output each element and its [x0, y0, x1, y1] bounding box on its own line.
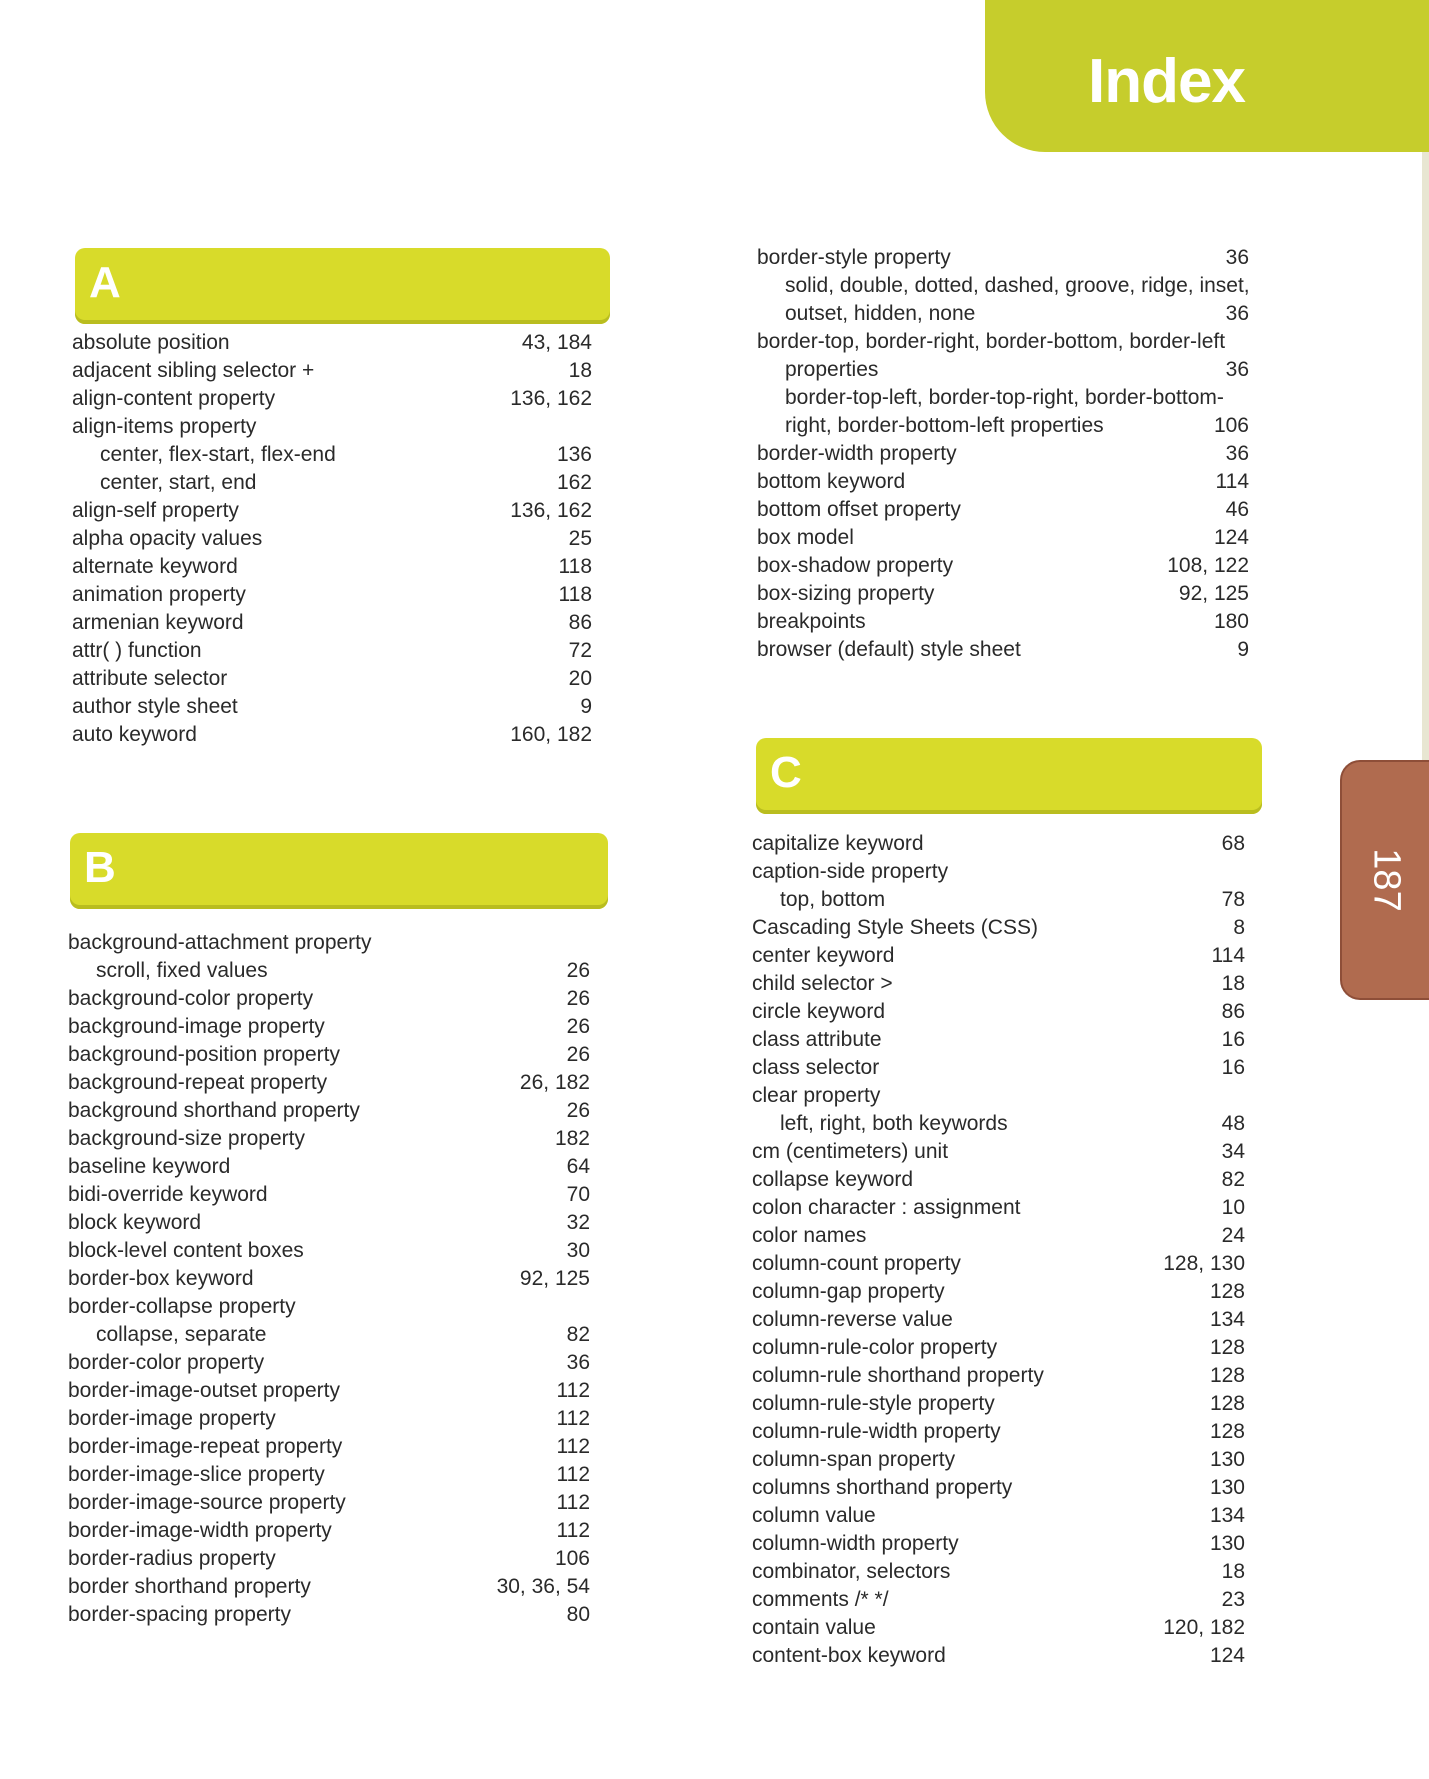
index-list-a: [72, 329, 592, 749]
index-entry: [752, 998, 1245, 1026]
index-entry: [68, 1097, 590, 1125]
index-entry: [68, 1461, 590, 1489]
index-term: column-rule shorthand property: [752, 1364, 1044, 1387]
index-entry: [68, 1069, 590, 1097]
index-term: box model: [757, 526, 854, 549]
index-pages: 16: [1221, 1028, 1245, 1051]
index-term: border-image-outset property: [68, 1379, 340, 1402]
index-pages: 114: [1215, 470, 1249, 493]
index-term: class attribute: [752, 1028, 882, 1051]
index-term: columns shorthand property: [752, 1476, 1013, 1499]
index-entry: [752, 1446, 1245, 1474]
index-pages: 124: [1209, 1644, 1245, 1667]
index-pages: 46: [1225, 498, 1249, 521]
index-entry: [68, 1377, 590, 1405]
index-entry: [72, 357, 592, 385]
index-entry: [752, 1138, 1245, 1166]
index-pages: 70: [566, 1183, 590, 1206]
index-pages: 134: [1209, 1504, 1245, 1527]
index-pages: 23: [1221, 1588, 1245, 1611]
index-pages: 128, 130: [1163, 1252, 1245, 1275]
index-term: column-rule-width property: [752, 1420, 1001, 1443]
index-term: center, flex-start, flex-end: [100, 443, 336, 466]
index-pages: 82: [566, 1323, 590, 1346]
index-term: column-count property: [752, 1252, 961, 1275]
index-pages: 128: [1209, 1364, 1245, 1387]
index-entry: [68, 1321, 590, 1349]
index-term: border-radius property: [68, 1547, 276, 1570]
index-entry: [752, 1418, 1245, 1446]
index-term: Cascading Style Sheets (CSS): [752, 916, 1038, 939]
index-term: class selector: [752, 1056, 880, 1079]
index-pages: 136, 162: [510, 499, 592, 522]
index-term: attr( ) function: [72, 639, 202, 662]
index-term: border-image-repeat property: [68, 1435, 343, 1458]
index-entry: [72, 413, 592, 441]
index-entry: [757, 580, 1249, 608]
index-term: background shorthand property: [68, 1099, 360, 1122]
index-entry: [68, 1013, 590, 1041]
index-term: scroll, fixed values: [96, 959, 268, 982]
index-pages: 136, 162: [510, 387, 592, 410]
index-entry: [72, 469, 592, 497]
index-entry: [68, 1237, 590, 1265]
index-term: browser (default) style sheet: [757, 638, 1021, 661]
index-pages: 64: [566, 1155, 590, 1178]
index-term: center, start, end: [100, 471, 257, 494]
page-number-tab: [1340, 760, 1429, 1000]
index-term: animation property: [72, 583, 246, 606]
index-term: border-box keyword: [68, 1267, 254, 1290]
index-pages: 36: [1225, 302, 1249, 325]
index-pages: 112: [556, 1491, 590, 1514]
index-pages: 9: [1237, 638, 1249, 661]
index-entry: [757, 552, 1249, 580]
index-term: clear property: [752, 1084, 881, 1107]
index-entry: [68, 1405, 590, 1433]
index-term: armenian keyword: [72, 611, 244, 634]
index-pages: 106: [1213, 414, 1249, 437]
index-term: color names: [752, 1224, 867, 1247]
index-term: border-width property: [757, 442, 957, 465]
index-entry: [752, 970, 1245, 998]
index-term: align-items property: [72, 415, 257, 438]
index-term: block-level content boxes: [68, 1239, 304, 1262]
index-entry: [72, 329, 592, 357]
index-entry: [752, 1250, 1245, 1278]
index-pages: 18: [568, 359, 592, 382]
index-term: caption-side property: [752, 860, 949, 883]
index-term: solid, double, dotted, dashed, groove, ridge, inset,: [785, 274, 1250, 297]
index-term: auto keyword: [72, 723, 197, 746]
index-term: column-reverse value: [752, 1308, 953, 1331]
index-pages: 130: [1209, 1476, 1245, 1499]
index-term: column value: [752, 1504, 876, 1527]
index-entry: [752, 1306, 1245, 1334]
index-term: bidi-override keyword: [68, 1183, 268, 1206]
index-entry: [72, 693, 592, 721]
index-entry: [752, 886, 1245, 914]
index-entry: [72, 609, 592, 637]
index-term: child selector >: [752, 972, 893, 995]
index-term: outset, hidden, none: [785, 302, 976, 325]
index-entry: [752, 1642, 1245, 1670]
index-pages: 92, 125: [1178, 582, 1249, 605]
index-entry: [68, 929, 590, 957]
index-term: adjacent sibling selector +: [72, 359, 315, 382]
index-term: box-shadow property: [757, 554, 954, 577]
index-term: background-position property: [68, 1043, 340, 1066]
page-edge: [1422, 152, 1429, 760]
index-entry: [752, 1054, 1245, 1082]
index-pages: 118: [558, 555, 592, 578]
index-entry: [757, 300, 1249, 328]
index-pages: 136: [556, 443, 592, 466]
index-entry: [752, 1222, 1245, 1250]
index-pages: 86: [568, 611, 592, 634]
index-pages: 78: [1221, 888, 1245, 911]
index-list-c: [752, 830, 1245, 1670]
index-entry: [752, 1194, 1245, 1222]
index-entry: [752, 1026, 1245, 1054]
index-pages: 82: [1221, 1168, 1245, 1191]
index-term: border-top-left, border-top-right, border-bottom-: [785, 386, 1224, 409]
index-entry: [757, 636, 1249, 664]
index-entry: [752, 1614, 1245, 1642]
index-entry: [752, 1586, 1245, 1614]
index-term: bottom offset property: [757, 498, 961, 521]
index-pages: 108, 122: [1167, 554, 1249, 577]
index-entry: [752, 1082, 1245, 1110]
index-pages: 130: [1209, 1448, 1245, 1471]
index-term: border-image property: [68, 1407, 276, 1430]
index-pages: 16: [1221, 1056, 1245, 1079]
index-term: capitalize keyword: [752, 832, 924, 855]
index-term: contain value: [752, 1616, 876, 1639]
index-pages: 106: [554, 1547, 590, 1570]
index-term: background-size property: [68, 1127, 305, 1150]
index-entry: [757, 496, 1249, 524]
index-term: border-style property: [757, 246, 951, 269]
index-pages: 26: [566, 1099, 590, 1122]
index-pages: 26: [566, 1015, 590, 1038]
index-pages: 112: [556, 1435, 590, 1458]
index-pages: 128: [1209, 1280, 1245, 1303]
index-entry: [752, 1278, 1245, 1306]
index-pages: 36: [566, 1351, 590, 1374]
index-term: author style sheet: [72, 695, 238, 718]
index-term: box-sizing property: [757, 582, 935, 605]
index-entry: [752, 1110, 1245, 1138]
index-pages: 124: [1213, 526, 1249, 549]
index-pages: 18: [1221, 1560, 1245, 1583]
index-term: align-self property: [72, 499, 239, 522]
index-pages: 112: [556, 1463, 590, 1486]
index-pages: 30, 36, 54: [496, 1575, 590, 1598]
index-pages: 26, 182: [519, 1071, 590, 1094]
index-entry: [68, 1433, 590, 1461]
index-entry: [752, 1166, 1245, 1194]
index-entry: [68, 985, 590, 1013]
index-term: bottom keyword: [757, 470, 906, 493]
index-entry: [752, 830, 1245, 858]
index-term: content-box keyword: [752, 1644, 946, 1667]
index-term: top, bottom: [780, 888, 886, 911]
index-pages: 48: [1221, 1112, 1245, 1135]
index-pages: 128: [1209, 1420, 1245, 1443]
index-pages: 32: [566, 1211, 590, 1234]
index-term: background-repeat property: [68, 1071, 328, 1094]
index-term: center keyword: [752, 944, 895, 967]
index-pages: 20: [568, 667, 592, 690]
index-entry: [68, 1601, 590, 1629]
index-entry: [752, 1502, 1245, 1530]
index-pages: 30: [566, 1239, 590, 1262]
index-entry: [757, 468, 1249, 496]
index-entry: [757, 356, 1249, 384]
index-entry: [752, 1334, 1245, 1362]
index-term: border shorthand property: [68, 1575, 311, 1598]
index-term: column-rule-style property: [752, 1392, 995, 1415]
index-entry: [68, 1181, 590, 1209]
index-term: column-width property: [752, 1532, 959, 1555]
index-entry: [752, 914, 1245, 942]
index-term: column-gap property: [752, 1280, 945, 1303]
index-pages: 112: [556, 1379, 590, 1402]
index-term: background-image property: [68, 1015, 325, 1038]
index-term: breakpoints: [757, 610, 866, 633]
index-term: background-attachment property: [68, 931, 372, 954]
index-pages: 36: [1225, 246, 1249, 269]
index-pages: 128: [1209, 1392, 1245, 1415]
index-entry: [68, 1489, 590, 1517]
index-term: properties: [785, 358, 879, 381]
index-term: baseline keyword: [68, 1155, 231, 1178]
index-pages: 128: [1209, 1336, 1245, 1359]
index-entry: [757, 328, 1249, 356]
index-pages: 43, 184: [521, 331, 592, 354]
index-term: right, border-bottom-left properties: [785, 414, 1104, 437]
section-header-c: [756, 738, 1262, 814]
index-pages: 92, 125: [519, 1267, 590, 1290]
index-pages: 25: [568, 527, 592, 550]
index-pages: 134: [1209, 1308, 1245, 1331]
index-pages: 26: [566, 1043, 590, 1066]
index-term: border-spacing property: [68, 1603, 291, 1626]
index-entry: [68, 1349, 590, 1377]
index-entry: [757, 412, 1249, 440]
index-pages: 182: [554, 1127, 590, 1150]
index-entry: [68, 1153, 590, 1181]
index-entry: [72, 581, 592, 609]
index-term: alpha opacity values: [72, 527, 263, 550]
index-term: column-span property: [752, 1448, 956, 1471]
index-pages: 72: [568, 639, 592, 662]
index-entry: [68, 1517, 590, 1545]
index-entry: [72, 385, 592, 413]
index-term: block keyword: [68, 1211, 202, 1234]
index-entry: [68, 1545, 590, 1573]
index-entry: [752, 1474, 1245, 1502]
index-pages: 162: [556, 471, 592, 494]
index-pages: 120, 182: [1163, 1616, 1245, 1639]
index-entry: [752, 1390, 1245, 1418]
index-pages: 10: [1221, 1196, 1245, 1219]
index-pages: 34: [1221, 1140, 1245, 1163]
index-list-b: [68, 929, 590, 1629]
index-entry: [72, 721, 592, 749]
index-entry: [752, 1362, 1245, 1390]
index-entry: [68, 1293, 590, 1321]
index-entry: [68, 1125, 590, 1153]
index-term: left, right, both keywords: [780, 1112, 1008, 1135]
index-entry: [757, 244, 1249, 272]
index-pages: 114: [1211, 944, 1245, 967]
section-letter: C: [770, 748, 802, 797]
index-pages: 160, 182: [510, 723, 592, 746]
index-pages: 112: [556, 1519, 590, 1542]
index-entry: [757, 440, 1249, 468]
index-entry: [68, 957, 590, 985]
index-entry: [757, 524, 1249, 552]
index-term: border-top, border-right, border-bottom, border-left: [757, 330, 1226, 353]
index-pages: 130: [1209, 1532, 1245, 1555]
index-entry: [68, 1265, 590, 1293]
index-term: alternate keyword: [72, 555, 238, 578]
index-entry: [68, 1573, 590, 1601]
index-entry: [752, 1558, 1245, 1586]
index-entry: [752, 1530, 1245, 1558]
index-entry: [72, 441, 592, 469]
index-entry: [72, 553, 592, 581]
index-pages: 80: [566, 1603, 590, 1626]
index-term: colon character : assignment: [752, 1196, 1021, 1219]
index-term: collapse keyword: [752, 1168, 914, 1191]
index-term: border-image-slice property: [68, 1463, 325, 1486]
section-header-a: [75, 248, 610, 324]
index-list-b-continued: [757, 244, 1249, 664]
index-pages: 26: [566, 987, 590, 1010]
index-pages: 118: [558, 583, 592, 606]
index-term: align-content property: [72, 387, 276, 410]
index-entry: [68, 1041, 590, 1069]
index-term: cm (centimeters) unit: [752, 1140, 949, 1163]
section-letter: B: [84, 843, 116, 892]
index-pages: 180: [1213, 610, 1249, 633]
index-entry: [757, 608, 1249, 636]
index-term: collapse, separate: [96, 1323, 267, 1346]
page-title: Index: [1088, 47, 1245, 116]
index-entry: [757, 384, 1249, 412]
index-term: attribute selector: [72, 667, 228, 690]
index-term: border-image-width property: [68, 1519, 332, 1542]
index-term: absolute position: [72, 331, 230, 354]
index-pages: 26: [566, 959, 590, 982]
index-entry: [72, 637, 592, 665]
index-entry: [68, 1209, 590, 1237]
index-pages: 68: [1221, 832, 1245, 855]
index-term: border-image-source property: [68, 1491, 346, 1514]
index-pages: 36: [1225, 442, 1249, 465]
index-pages: 18: [1221, 972, 1245, 995]
section-letter: A: [89, 258, 121, 307]
index-entry: [752, 858, 1245, 886]
index-term: comments /* */: [752, 1588, 889, 1611]
index-term: combinator, selectors: [752, 1560, 951, 1583]
index-entry: [757, 272, 1249, 300]
index-pages: 112: [556, 1407, 590, 1430]
index-entry: [72, 665, 592, 693]
section-header-b: [70, 833, 608, 909]
index-pages: 9: [580, 695, 592, 718]
index-entry: [72, 497, 592, 525]
index-pages: 8: [1233, 916, 1245, 939]
index-term: circle keyword: [752, 1000, 886, 1023]
index-term: border-collapse property: [68, 1295, 296, 1318]
index-term: border-color property: [68, 1351, 265, 1374]
index-pages: 36: [1225, 358, 1249, 381]
index-pages: 86: [1221, 1000, 1245, 1023]
page-number: 187: [1365, 848, 1407, 912]
index-pages: 24: [1221, 1224, 1245, 1247]
index-entry: [752, 942, 1245, 970]
index-term: column-rule-color property: [752, 1336, 998, 1359]
index-term: background-color property: [68, 987, 314, 1010]
index-entry: [72, 525, 592, 553]
